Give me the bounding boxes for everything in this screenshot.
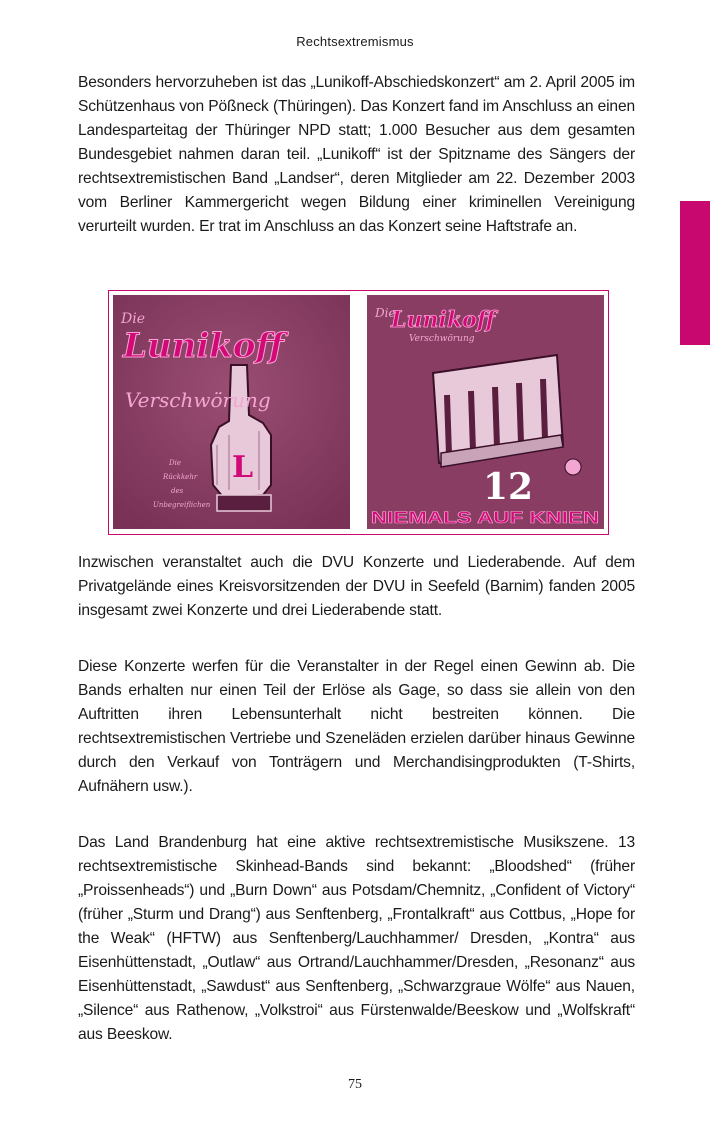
paragraph-lunikoff-concert: Besonders hervorzuheben ist das „Lunikoff-Abschiedskonzert“ am 2. April 2005 im Schützenhaus von Pößneck (Thüringen). Das Konzert fand im Anschluss an einen Landesparteitag der Thüringer NPD statt; 1.000 Besucher aus dem gesamten Bundesgebiet nahmen daran teil. „Lunikoff“ ist der Spitzname des Sängers der rechtsextremistischen Band „Landser“, deren Mitglieder am 22. Dezember 2003 vom Berliner Kammergericht wegen Bildung einer kriminellen Vereinigung verurteilt wurden. Er trat im Anschluss an das Konzert seine Haftstrafe an. [78, 74, 635, 235]
album-cover-lunikoff-verschwoerung [113, 295, 350, 529]
cover1-band-logo: Lunikoff [123, 326, 284, 366]
section-tab-marker [680, 201, 710, 345]
paragraph-concert-profits: Diese Konzerte werfen für die Veranstalter in der Regel einen Gewinn ab. Die Bands erhalten nur einen Teil der Erlöse als Gage, so dass sie allein von den Auftritten ihren Lebensunterhalt nicht bestreiten können. Die rechtsextremistischen Vertriebe und Szeneläden erzielen darüber hinaus Gewinne durch den Verkauf von Tonträgern und Merchandisingprodukten (T-Shirts, Aufnähern usw.). [78, 658, 635, 795]
page-number: 75 [348, 1077, 362, 1092]
cover2-number: 12 [483, 466, 534, 508]
cover2-die-text: Die [375, 306, 396, 320]
cover1-die-text: Die [121, 311, 145, 327]
cover1-subtitle-line4: Unbegreiflichen [153, 501, 211, 509]
album-covers-figure [108, 290, 609, 535]
cover2-title: NIEMALS AUF KNIEN [371, 508, 599, 527]
cover1-title: Verschwörung [125, 388, 271, 412]
cover1-subtitle-line2: Rückkehr [163, 473, 198, 481]
cover1-subtitle-line3: des [171, 487, 184, 495]
album-cover-lunikoff-niemals-auf-knien [367, 295, 604, 529]
paragraph-brandenburg-bands: Das Land Brandenburg hat eine aktive rechtsextremistische Musikszene. 13 rechtsextremistische Skinhead-Bands sind bekannt: „Bloodshed“ (früher „Proissenheads“) und „Burn Down“ aus Potsdam/Chemnitz, „Confident of Victory“ (früher „Sturm und Drang“) aus Senftenberg, „Frontalkraft“ aus Cottbus, „Hope for the Weak“ (HFTW) aus Senftenberg/Lauchhammer/ Dresden, „Kontra“ aus Eisenhüttenstadt, „Outlaw“ aus Ortrand/Lauchhammer/Dresden, „Resonanz“ aus Eisenhüttenstadt, „Sawdust“ aus Senftenberg, „Schwarzgraue Wölfe“ aus Nauen, „Silence“ aus Rathenow, „Volkstroi“ aus Fürstenwalde/Beeskow und „Wolfskraft“ aus Beeskow. [78, 834, 635, 1043]
running-header: Rechtsextremismus [296, 34, 414, 49]
cover1-subtitle-line1: Die [169, 459, 181, 467]
cover2-subtitle: Verschwörung [409, 334, 475, 344]
cover1-letter-mark: L [232, 450, 254, 485]
rose-emblem [565, 459, 581, 475]
paragraph-dvu-concerts: Inzwischen veranstaltet auch die DVU Konzerte und Liederabende. Auf dem Privatgelände eines Kreisvorsitzenden der DVU in Seefeld (Barnim) fanden 2005 insgesamt zwei Konzerte und drei Liederabende statt. [78, 554, 635, 619]
cover2-band-logo: Lunikoff [391, 307, 495, 333]
